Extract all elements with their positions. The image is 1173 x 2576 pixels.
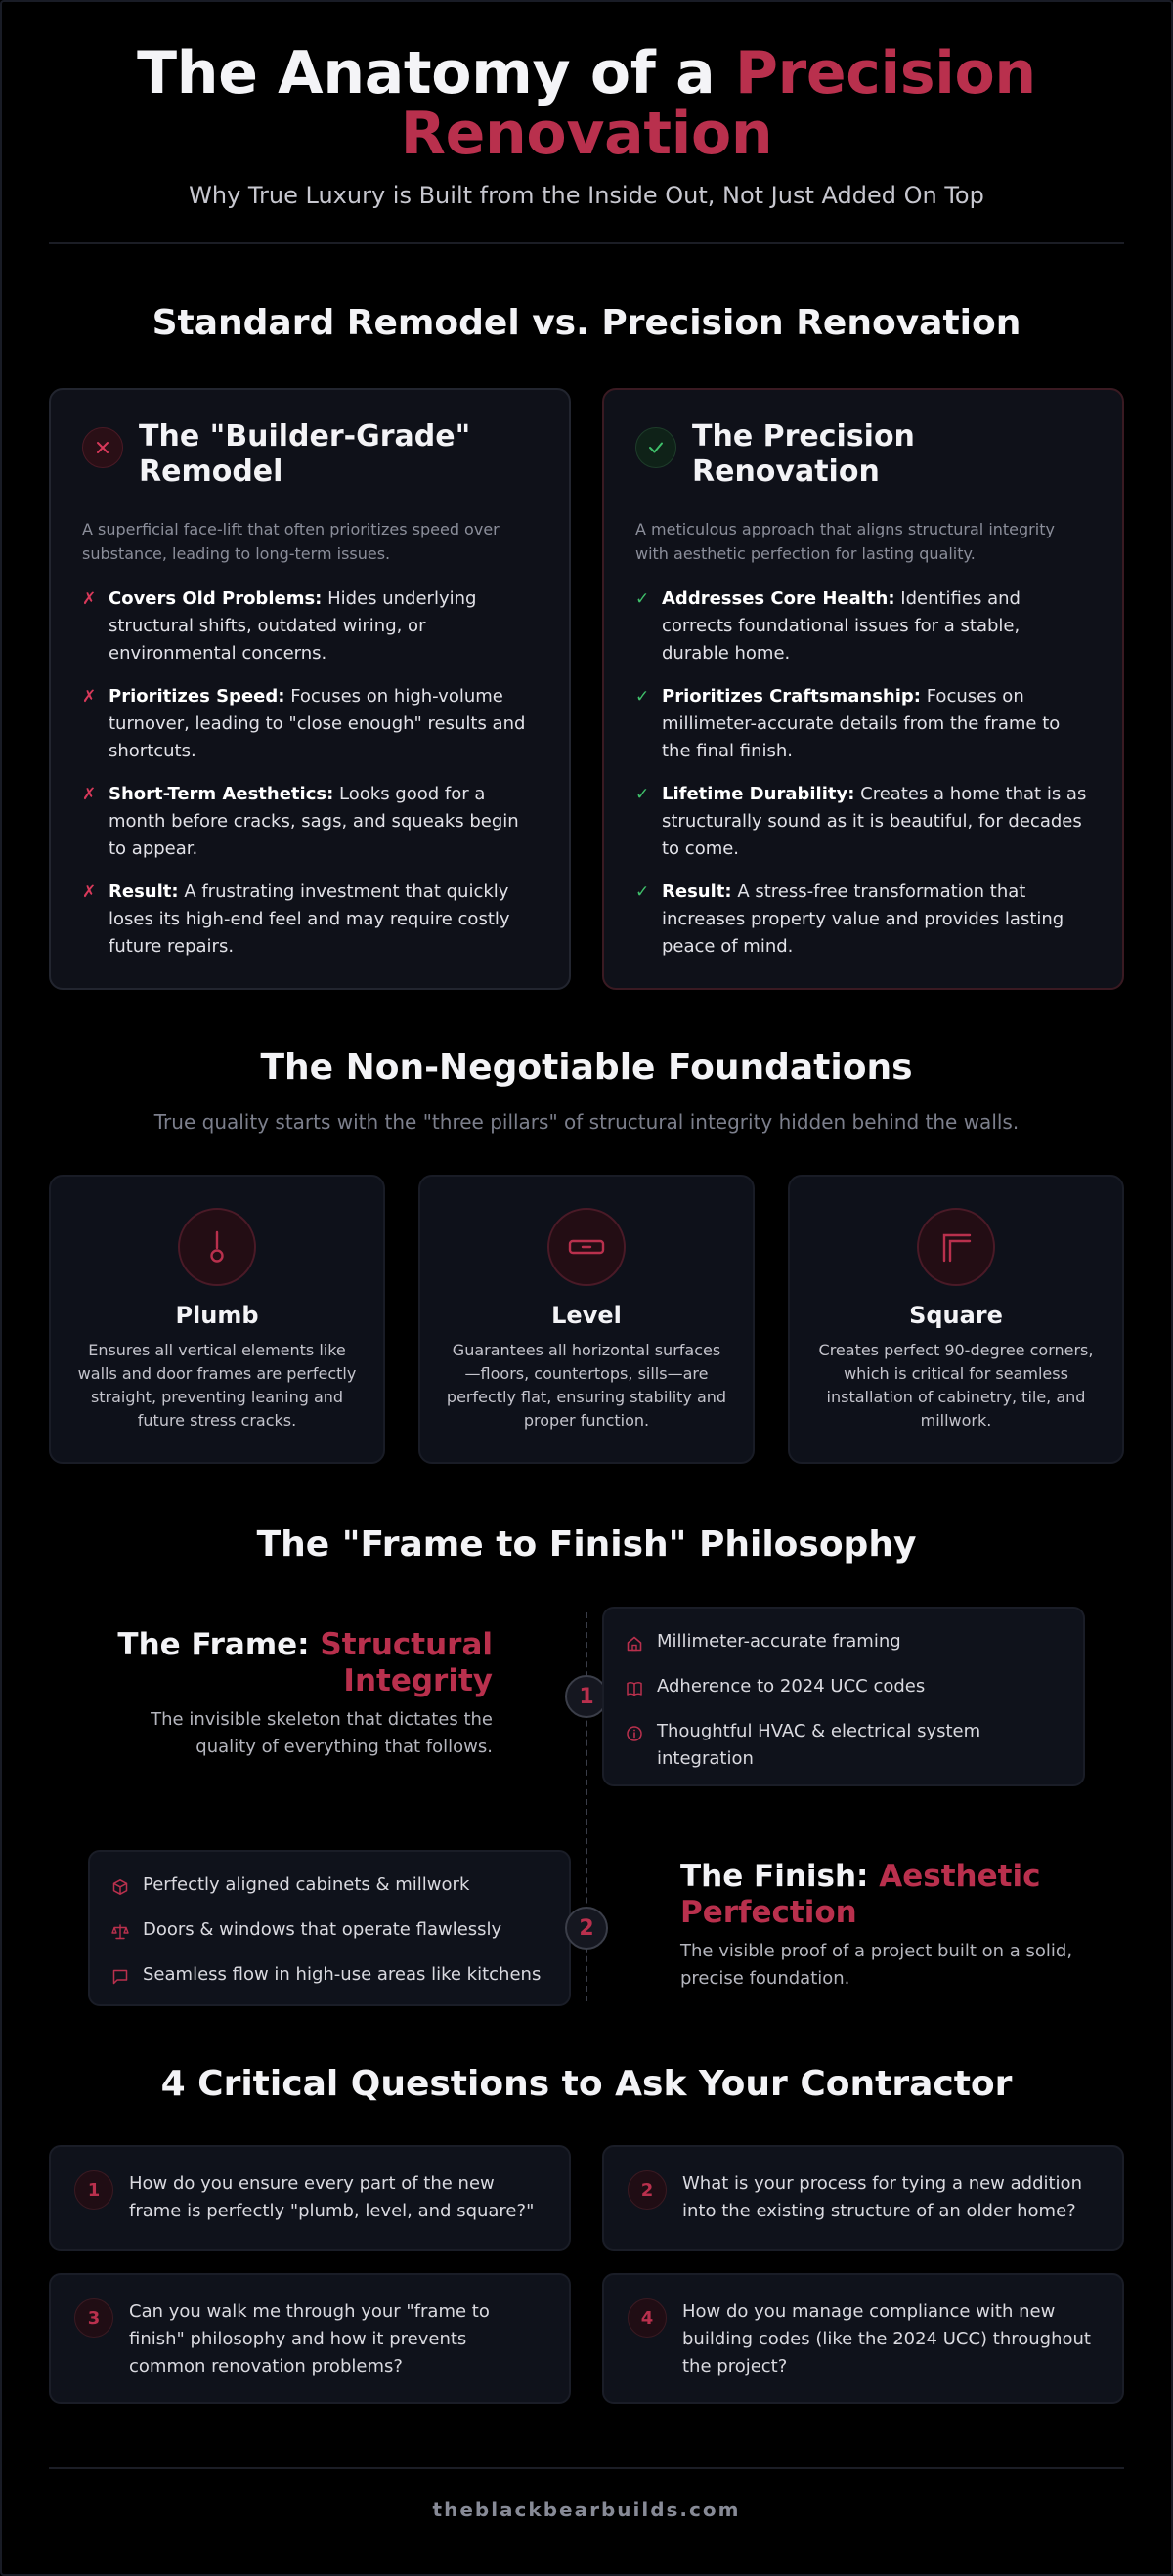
comparison-item-label: Result: — [109, 881, 179, 902]
frame-heading-accent: Structural — [320, 1627, 493, 1662]
header-divider — [49, 242, 1124, 244]
hero-header — [0, 39, 1173, 209]
comparison-item — [82, 781, 538, 863]
precision-card-header — [635, 419, 1091, 490]
comparison-item-text: A stress-free transformation that increases property value and provides lasting peace of mind. — [662, 881, 1064, 957]
comparison-item-label: Covers Old Problems: — [109, 588, 323, 609]
frame-detail-text: Millimeter-accurate framing — [657, 1631, 901, 1652]
finish-subtext: The visible proof of a project built on a solid, precise foundation. — [680, 1941, 1073, 1989]
comparison-item-label: Addresses Core Health: — [662, 588, 895, 609]
philosophy-title: The "Frame to Finish" Philosophy — [256, 1524, 917, 1565]
pillar-level — [418, 1175, 755, 1464]
comparison-item-body — [662, 879, 1091, 961]
comparison-item-text: Hides underlying structural shifts, outdated wiring, or environmental concerns. — [109, 588, 477, 664]
frame-detail — [626, 1718, 1062, 1773]
pillar-desc: Ensures all vertical elements like walls and door frames are perfectly straight, preventing leaning and future stress cracks. — [77, 1341, 357, 1430]
page-title — [0, 39, 1173, 168]
finish-details-box — [88, 1850, 571, 2006]
question-text: How do you manage compliance with new building codes (like the 2024 UCC) throughout the project? — [682, 2301, 1091, 2377]
comparison-item — [635, 781, 1091, 863]
comparison-item-body — [109, 683, 538, 765]
questions-title: 4 Critical Questions to Ask Your Contractor — [160, 2064, 1013, 2104]
comparison-item-body — [109, 879, 538, 961]
question-text: What is your process for tying a new addition into the existing structure of an older home? — [682, 2173, 1082, 2221]
question-card-4 — [602, 2273, 1124, 2404]
check-icon — [635, 427, 676, 468]
finish-heading-label: The Finish: — [680, 1859, 869, 1894]
pillar-name: Level — [551, 1302, 622, 1329]
precision-card-title: The Precision Renovation — [692, 419, 915, 489]
comparison-item-text: Focuses on millimeter-accurate details from the frame to the final finish. — [662, 686, 1061, 761]
question-number: 2 — [628, 2170, 667, 2210]
info-icon — [626, 1718, 657, 1751]
comparison-item-text: A frustrating investment that quickly loses its high-end feel and may require costly future repairs. — [109, 881, 510, 957]
pillar-name: Plumb — [175, 1302, 259, 1329]
frame-heading — [98, 1627, 493, 1699]
pillar-name: Square — [909, 1302, 1003, 1329]
comparison-item-label: Lifetime Durability: — [662, 784, 855, 804]
frame-details-box — [602, 1607, 1085, 1786]
frame-heading-accent-2: Integrity — [343, 1663, 493, 1698]
question-text: Can you walk me through your "frame to finish" philosophy and how it prevents common renovation problems? — [129, 2301, 490, 2377]
comparison-item — [635, 683, 1091, 765]
standard-card-header — [82, 419, 538, 490]
page-subtitle: Why True Luxury is Built from the Inside Out, Not Just Added On Top — [189, 182, 984, 209]
check-mark-icon: ✓ — [635, 589, 650, 609]
x-icon — [82, 427, 123, 468]
scale-icon — [111, 1916, 143, 1950]
step-number-1: 1 — [565, 1675, 608, 1718]
standard-card-description: A superficial face-lift that often prioritizes speed over substance, leading to long-term issues. — [82, 520, 500, 563]
comparison-item-text: Identifies and corrects foundational issues for a stable, durable home. — [662, 588, 1021, 664]
comparison-item-label: Prioritizes Speed: — [109, 686, 285, 707]
check-mark-icon: ✓ — [635, 785, 650, 804]
plumb-bob-icon — [178, 1208, 256, 1286]
check-mark-icon: ✓ — [635, 882, 650, 902]
question-number: 4 — [628, 2298, 667, 2338]
finish-detail — [111, 1871, 547, 1905]
pillar-desc: Creates perfect 90-degree corners, which is critical for seamless installation of cabinetry, tile, and millwork. — [818, 1341, 1094, 1430]
standard-card-title: The "Builder-Grade" Remodel — [139, 419, 471, 489]
comparison-item-label: Result: — [662, 881, 732, 902]
book-icon — [626, 1673, 657, 1706]
comparison-item-text: Creates a home that is as structurally sound as it is beautiful, for decades to come. — [662, 784, 1087, 859]
comparison-item-body — [662, 781, 1091, 863]
question-number: 1 — [74, 2170, 113, 2210]
level-icon — [547, 1208, 626, 1286]
standard-remodel-card — [49, 388, 571, 990]
finish-heading-accent-2: Perfection — [680, 1895, 857, 1930]
finish-detail — [111, 1916, 547, 1950]
comparison-item-body — [109, 781, 538, 863]
comparison-item — [82, 585, 538, 667]
pillar-desc: Guarantees all horizontal surfaces—floors, countertops, sills—are perfectly flat, ensuring stability and proper function. — [446, 1341, 727, 1430]
title-accent-2: Renovation — [400, 100, 773, 168]
frame-heading-label: The Frame: — [117, 1627, 310, 1662]
frame-subtext: The invisible skeleton that dictates the quality of everything that follows. — [151, 1709, 493, 1757]
pillar-plumb — [49, 1175, 385, 1464]
precision-renovation-card — [602, 388, 1124, 990]
frame-detail — [626, 1673, 1062, 1706]
square-corner-icon — [917, 1208, 995, 1286]
footer-divider — [49, 2467, 1124, 2469]
finish-heading-accent: Aesthetic — [879, 1859, 1041, 1894]
cross-mark-icon: ✗ — [82, 785, 97, 804]
frame-detail-text: Adherence to 2024 UCC codes — [657, 1676, 926, 1696]
footer-site[interactable]: theblackbearbuilds.com — [432, 2498, 741, 2521]
check-mark-icon: ✓ — [635, 687, 650, 707]
comparison-item-body — [662, 683, 1091, 765]
comparison-item — [82, 683, 538, 765]
chat-icon — [111, 1961, 143, 1995]
finish-heading — [680, 1859, 1091, 1931]
precision-card-description: A meticulous approach that aligns structural integrity with aesthetic perfection for lasting quality. — [635, 520, 1055, 563]
comparison-item — [635, 585, 1091, 667]
finish-detail — [111, 1961, 547, 1995]
question-text: How do you ensure every part of the new frame is perfectly "plumb, level, and square?" — [129, 2173, 535, 2221]
step-number-2: 2 — [565, 1907, 608, 1950]
foundations-title: The Non-Negotiable Foundations — [260, 1048, 913, 1088]
cube-icon — [111, 1871, 143, 1905]
comparison-item-body — [662, 585, 1091, 667]
finish-detail-text: Seamless flow in high-use areas like kitchens — [143, 1964, 542, 1985]
comparison-item-text: Looks good for a month before cracks, sags, and squeaks begin to appear. — [109, 784, 519, 859]
standard-card-list — [82, 585, 538, 961]
cross-mark-icon: ✗ — [82, 882, 97, 902]
question-card-3 — [49, 2273, 571, 2404]
title-accent-1: Precision — [734, 39, 1036, 107]
finish-detail-text: Doors & windows that operate flawlessly — [143, 1919, 502, 1940]
pillar-square — [788, 1175, 1124, 1464]
question-card-1 — [49, 2145, 571, 2251]
precision-card-list — [635, 585, 1091, 961]
question-card-2 — [602, 2145, 1124, 2251]
comparison-item — [635, 879, 1091, 961]
comparison-item — [82, 879, 538, 961]
frame-detail-text: Thoughtful HVAC & electrical system integration — [657, 1721, 981, 1769]
comparison-title: Standard Remodel vs. Precision Renovation — [152, 303, 1021, 343]
comparison-item-label: Prioritizes Craftsmanship: — [662, 686, 921, 707]
cross-mark-icon: ✗ — [82, 589, 97, 609]
foundations-subtitle: True quality starts with the "three pillars" of structural integrity hidden behind the walls. — [153, 1110, 1020, 1134]
question-number: 3 — [74, 2298, 113, 2338]
frame-detail — [626, 1628, 1062, 1661]
finish-detail-text: Perfectly aligned cabinets & millwork — [143, 1874, 470, 1895]
comparison-item-label: Short-Term Aesthetics: — [109, 784, 334, 804]
cross-mark-icon: ✗ — [82, 687, 97, 707]
comparison-item-text: Focuses on high-volume turnover, leading to "close enough" results and shortcuts. — [109, 686, 526, 761]
house-icon — [626, 1628, 657, 1661]
comparison-item-body — [109, 585, 538, 667]
title-part1: The Anatomy of a — [137, 39, 716, 107]
